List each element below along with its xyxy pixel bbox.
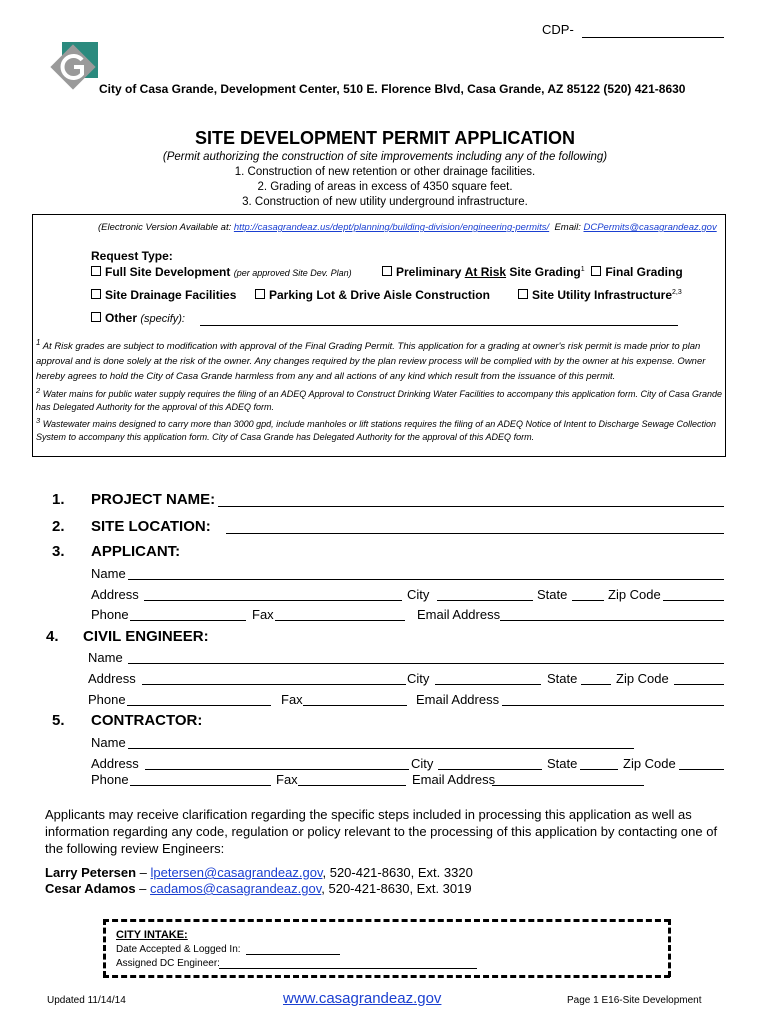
engineer-fax-field[interactable]: [303, 693, 407, 706]
applicant-phone-label: Phone: [91, 607, 129, 622]
section-2-number: 2.: [52, 518, 65, 535]
applicant-address-label: Address: [91, 587, 139, 602]
request-row-2: Site Drainage Facilities: [91, 288, 236, 302]
engineer-state-field[interactable]: [581, 672, 611, 685]
contact-intro: Applicants may receive clarification regarding the specific steps included in processing this application as well as information regarding any code, regulation or policy relevant to the processing of this application by contacting one of the following review Engineers:: [45, 807, 718, 856]
applicant-state-field[interactable]: [572, 588, 604, 601]
intake-border-top: [103, 919, 670, 922]
date-accepted-field[interactable]: [246, 944, 340, 955]
contractor-zip-field[interactable]: [679, 757, 724, 770]
parking-checkbox[interactable]: [255, 289, 265, 299]
applicant-zip-label: Zip Code: [608, 587, 661, 602]
contractor-state-label: State: [547, 756, 578, 771]
engineer-name-label: Name: [88, 650, 123, 665]
contractor-address-field[interactable]: [145, 757, 409, 770]
applicant-fax-label: Fax: [252, 607, 274, 622]
engineer-phone-label: Phone: [88, 692, 126, 707]
petersen-email-link[interactable]: lpetersen@casagrandeaz.gov: [150, 865, 323, 880]
adamos-email-link[interactable]: cadamos@casagrandeaz.gov: [150, 881, 322, 896]
request-row-3: Other (specify):: [91, 311, 185, 325]
applicant-name-label: Name: [91, 566, 126, 581]
engineer-phone-field[interactable]: [127, 693, 271, 706]
title-description: (Permit authorizing the construction of site improvements including any of the following) 1. Construction of new retention or other drainage facilities. 2. Grading of areas in excess of 4350 square feet. 3. Construction of new utility underground infrastructure.: [162, 151, 608, 208]
engineer-city-label: City: [407, 671, 430, 686]
civil-engineer-label: CIVIL ENGINEER:: [83, 628, 209, 645]
engineer-zip-label: Zip Code: [616, 671, 669, 686]
contractor-email-field[interactable]: [492, 773, 644, 786]
request-row-2c: Site Utility Infrastructure$^{2,3}$: [518, 288, 682, 302]
cdp-field[interactable]: [582, 25, 724, 38]
applicant-label: APPLICANT:: [91, 543, 181, 560]
address-line: City of Casa Grande, Development Center, 510 E. Florence Blvd, Casa Grande, AZ 85122 (520) 421-8630: [99, 82, 686, 96]
section-3-number: 3.: [52, 543, 65, 560]
assigned-engineer-field[interactable]: [219, 958, 477, 969]
contractor-label: CONTRACTOR:: [91, 712, 203, 729]
applicant-name-field[interactable]: [128, 567, 724, 580]
page-title: SITE DEVELOPMENT PERMIT APPLICATION: [194, 128, 576, 148]
other-specify-field[interactable]: [200, 313, 678, 326]
engineer-address-label: Address: [88, 671, 136, 686]
intake-border-left: [103, 919, 106, 977]
project-name-field[interactable]: [218, 494, 724, 507]
applicant-zip-field[interactable]: [663, 588, 724, 601]
full-development-checkbox[interactable]: [91, 266, 101, 276]
contact-person-1: Larry Petersen – lpetersen@casagrandeaz.gov, 520-421-8630, Ext. 3320: [45, 865, 473, 880]
request-row-2b: Parking Lot & Drive Aisle Construction: [255, 288, 490, 302]
city-logo-icon: [46, 40, 100, 94]
applicant-phone-field[interactable]: [130, 608, 246, 621]
contact-person-2: Cesar Adamos – cadamos@casagrandeaz.gov, 520-421-8630, Ext. 3019: [45, 881, 472, 896]
utility-checkbox[interactable]: [518, 289, 528, 299]
engineer-state-label: State: [547, 671, 578, 686]
contractor-phone-field[interactable]: [130, 773, 271, 786]
contractor-name-field[interactable]: [128, 736, 634, 749]
engineer-name-field[interactable]: [128, 651, 724, 664]
city-intake-title: CITY INTAKE:: [116, 929, 188, 941]
applicant-email-label: Email Address: [417, 607, 501, 622]
drainage-checkbox[interactable]: [91, 289, 101, 299]
contractor-address-label: Address: [91, 756, 139, 771]
contractor-city-field[interactable]: [438, 757, 542, 770]
website-link[interactable]: www.casagrandeaz.gov: [283, 990, 442, 1007]
contractor-fax-label: Fax: [276, 772, 298, 787]
applicant-state-label: State: [537, 587, 568, 602]
footnotes: $^1$ At Risk grades are subject to modification with approval of the Final Grading Permit. This application for a grading at owner's risk permit is made prior to plan approval and is done solely at the risk of the owner. Any changes required by the plan review process will be complied with by the owner at his expense. Owner hereby agrees to hold the City of Casa Grande harmless from any and all actions of any kind which result from the issuance of this permit. $^2$ Water mains for public water supply requires the filing of an ADEQ Approval to Construct Drinking Water Facilities to accompany this application form. City of Casa Grande has Delegated Authority for the approval of this ADEQ form. $^3$ Wastewater mains designed to carry more than 3000 gpd, include manholes or lift stations requires the filing of an ADEQ Notice of Intent to Discharge Sewage Collection System to accompany this application form. City of Casa Grande has Delegated Authority for the approval of this ADEQ form.: [36, 338, 722, 443]
engineer-email-label: Email Address: [416, 692, 500, 707]
engineer-email-field[interactable]: [502, 693, 724, 706]
permits-email-link[interactable]: DCPermits@casagrandeaz.gov: [583, 222, 717, 233]
contractor-phone-label: Phone: [91, 772, 129, 787]
section-4-number: 4.: [46, 628, 59, 645]
engineer-address-field[interactable]: [142, 672, 406, 685]
contractor-fax-field[interactable]: [298, 773, 406, 786]
contractor-name-label: Name: [91, 735, 126, 750]
engineer-city-field[interactable]: [435, 672, 541, 685]
applicant-city-field[interactable]: [437, 588, 533, 601]
section-5-number: 5.: [52, 712, 65, 729]
intake-border-bottom: [103, 975, 670, 978]
request-type-label: Request Type:: [91, 249, 173, 263]
electronic-url-link[interactable]: http://casagrandeaz.us/dept/planning/building-division/engineering-permits/: [233, 222, 550, 233]
site-location-label: SITE LOCATION:: [91, 518, 211, 535]
intake-border-right: [668, 919, 671, 977]
engineer-fax-label: Fax: [281, 692, 303, 707]
assigned-engineer-label: Assigned DC Engineer:: [116, 958, 220, 969]
request-row-1: Full Site Development (per approved Site Dev. Plan): [91, 265, 352, 279]
final-grading-checkbox[interactable]: [591, 266, 601, 276]
section-1-number: 1.: [52, 491, 65, 508]
updated-date: Updated 11/14/14: [47, 995, 126, 1006]
contractor-zip-label: Zip Code: [623, 756, 676, 771]
contractor-city-label: City: [411, 756, 434, 771]
project-name-label: PROJECT NAME:: [91, 491, 216, 508]
contractor-state-field[interactable]: [580, 757, 618, 770]
applicant-email-field[interactable]: [500, 608, 724, 621]
applicant-address-field[interactable]: [144, 588, 402, 601]
page-number: Page 1 E16-Site Development: [567, 995, 702, 1006]
request-row-1b: Preliminary At Risk Site Grading$^1$ Final Grading: [382, 265, 683, 279]
preliminary-grading-checkbox[interactable]: [382, 266, 392, 276]
applicant-fax-field[interactable]: [275, 608, 405, 621]
engineer-zip-field[interactable]: [674, 672, 724, 685]
applicant-city-label: City: [407, 587, 430, 602]
date-accepted-label: Date Accepted & Logged In:: [116, 944, 241, 955]
electronic-version-line: (Electronic Version Available at: http://casagrandeaz.us/dept/planning/building-division/engineering-permits/ Email: DCPermits@casagrandeaz.gov: [98, 222, 717, 233]
contractor-email-label: Email Address: [412, 772, 496, 787]
site-location-field[interactable]: [226, 521, 724, 534]
cdp-label: CDP-: [542, 22, 574, 37]
other-checkbox[interactable]: [91, 312, 101, 322]
